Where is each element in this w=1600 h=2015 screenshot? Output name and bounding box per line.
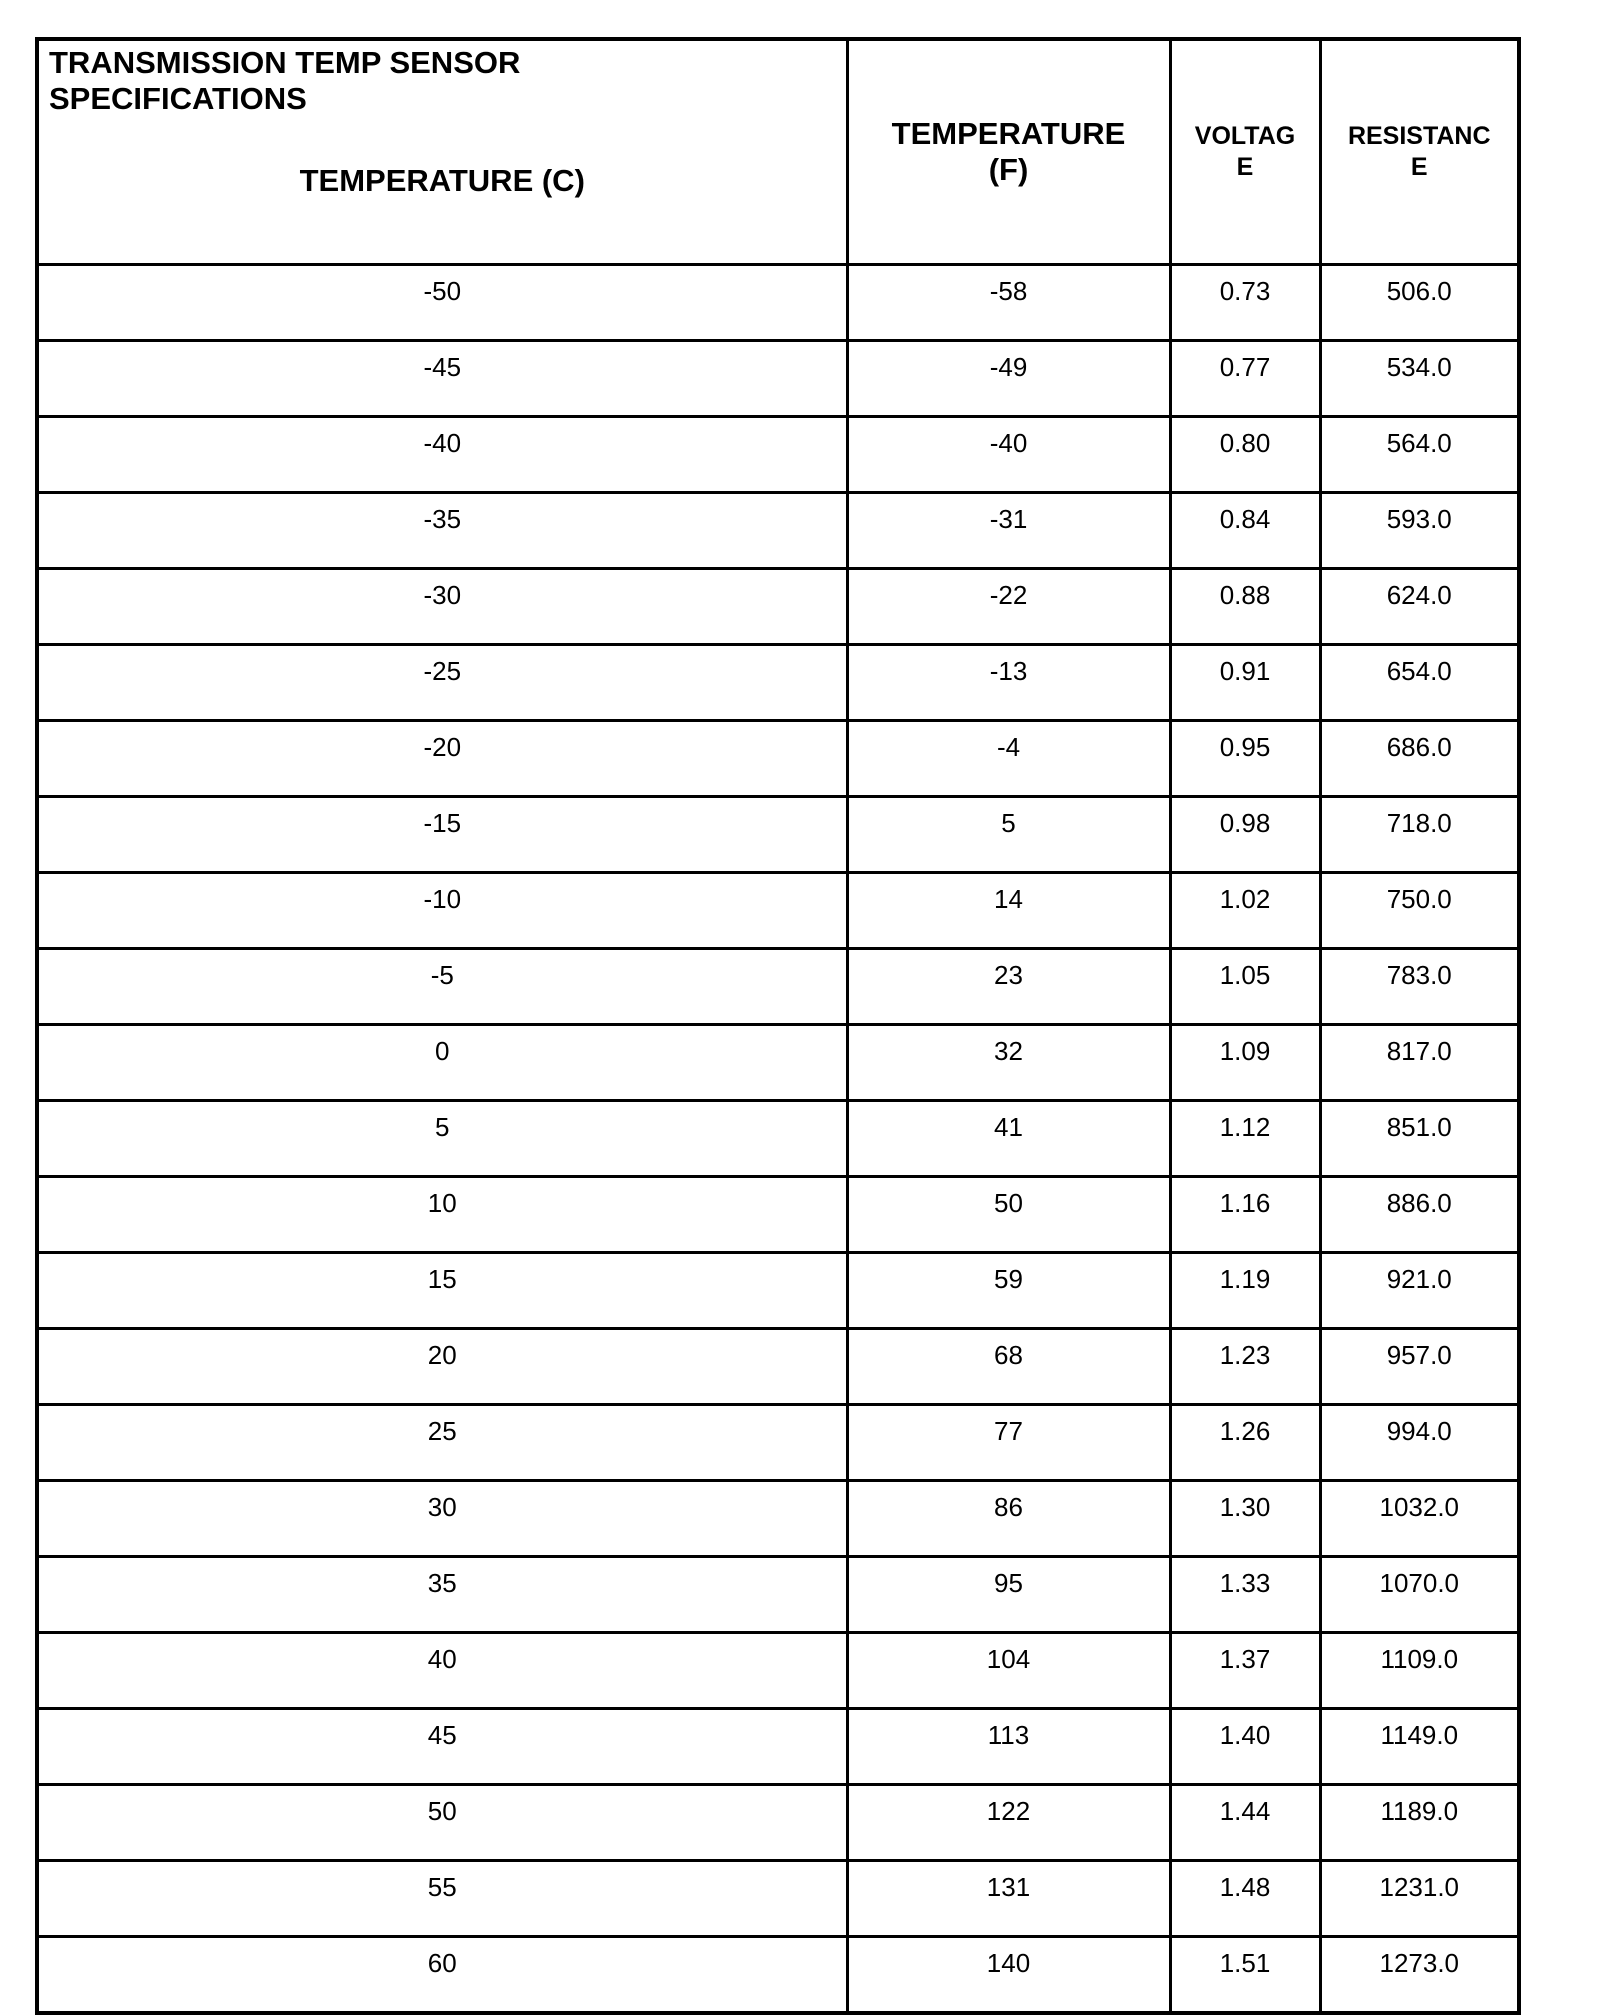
cell-fahrenheit: 50 bbox=[847, 1177, 1170, 1253]
header-fahrenheit bbox=[847, 39, 1170, 265]
header-voltage-line-1: VOLTAG bbox=[1194, 122, 1296, 150]
cell-fahrenheit: 68 bbox=[847, 1329, 1170, 1405]
cell-resistance: 686.0 bbox=[1320, 721, 1519, 797]
cell-celsius: -40 bbox=[37, 417, 847, 493]
cell-fahrenheit: -4 bbox=[847, 721, 1170, 797]
cell-fahrenheit: 140 bbox=[847, 1937, 1170, 2014]
cell-resistance: 994.0 bbox=[1320, 1405, 1519, 1481]
cell-fahrenheit: -49 bbox=[847, 341, 1170, 417]
header-celsius-cell bbox=[37, 39, 847, 265]
table-row bbox=[37, 265, 1519, 341]
cell-celsius: 30 bbox=[37, 1481, 847, 1557]
cell-voltage: 1.09 bbox=[1170, 1025, 1320, 1101]
cell-celsius: 10 bbox=[37, 1177, 847, 1253]
cell-fahrenheit: 32 bbox=[847, 1025, 1170, 1101]
cell-fahrenheit: -22 bbox=[847, 569, 1170, 645]
cell-resistance: 957.0 bbox=[1320, 1329, 1519, 1405]
table-row bbox=[37, 1253, 1519, 1329]
cell-celsius: 55 bbox=[37, 1861, 847, 1937]
table-row bbox=[37, 1329, 1519, 1405]
cell-resistance: 534.0 bbox=[1320, 341, 1519, 417]
table-row bbox=[37, 1633, 1519, 1709]
table-body bbox=[37, 265, 1519, 2014]
cell-resistance: 1109.0 bbox=[1320, 1633, 1519, 1709]
cell-voltage: 1.05 bbox=[1170, 949, 1320, 1025]
header-celsius: TEMPERATURE (C) bbox=[299, 163, 585, 198]
cell-voltage: 0.80 bbox=[1170, 417, 1320, 493]
header-fahrenheit-line-2: (F) bbox=[988, 152, 1029, 187]
cell-fahrenheit: 131 bbox=[847, 1861, 1170, 1937]
cell-celsius: -35 bbox=[37, 493, 847, 569]
cell-fahrenheit: 122 bbox=[847, 1785, 1170, 1861]
cell-voltage: 0.91 bbox=[1170, 645, 1320, 721]
spec-table bbox=[35, 37, 1521, 2015]
cell-voltage: 1.19 bbox=[1170, 1253, 1320, 1329]
cell-resistance: 564.0 bbox=[1320, 417, 1519, 493]
cell-celsius: -15 bbox=[37, 797, 847, 873]
cell-voltage: 1.33 bbox=[1170, 1557, 1320, 1633]
header-resistance-line-2: E bbox=[1410, 153, 1428, 181]
cell-voltage: 1.12 bbox=[1170, 1101, 1320, 1177]
cell-resistance: 506.0 bbox=[1320, 265, 1519, 341]
table-title-line-1: TRANSMISSION TEMP SENSOR bbox=[49, 45, 521, 80]
cell-voltage: 0.77 bbox=[1170, 341, 1320, 417]
cell-resistance: 718.0 bbox=[1320, 797, 1519, 873]
table-title-line-2: SPECIFICATIONS bbox=[49, 81, 307, 116]
cell-voltage: 1.16 bbox=[1170, 1177, 1320, 1253]
cell-resistance: 1070.0 bbox=[1320, 1557, 1519, 1633]
cell-resistance: 654.0 bbox=[1320, 645, 1519, 721]
cell-celsius: 60 bbox=[37, 1937, 847, 2014]
table-row bbox=[37, 1557, 1519, 1633]
cell-celsius: 20 bbox=[37, 1329, 847, 1405]
cell-celsius: 25 bbox=[37, 1405, 847, 1481]
cell-fahrenheit: 5 bbox=[847, 797, 1170, 873]
cell-resistance: 750.0 bbox=[1320, 873, 1519, 949]
table-row bbox=[37, 493, 1519, 569]
header-resistance-line-1: RESISTANC bbox=[1347, 122, 1491, 150]
header-fahrenheit-line-1: TEMPERATURE bbox=[891, 116, 1126, 151]
cell-celsius: 35 bbox=[37, 1557, 847, 1633]
cell-voltage: 0.73 bbox=[1170, 265, 1320, 341]
cell-voltage: 1.26 bbox=[1170, 1405, 1320, 1481]
header-resistance bbox=[1320, 39, 1519, 265]
cell-voltage: 0.84 bbox=[1170, 493, 1320, 569]
cell-resistance: 817.0 bbox=[1320, 1025, 1519, 1101]
table-row bbox=[37, 1861, 1519, 1937]
cell-fahrenheit: 77 bbox=[847, 1405, 1170, 1481]
cell-resistance: 1273.0 bbox=[1320, 1937, 1519, 2014]
cell-voltage: 1.48 bbox=[1170, 1861, 1320, 1937]
table-row bbox=[37, 873, 1519, 949]
table-title bbox=[49, 45, 520, 117]
table-row bbox=[37, 797, 1519, 873]
cell-resistance: 886.0 bbox=[1320, 1177, 1519, 1253]
cell-resistance: 1189.0 bbox=[1320, 1785, 1519, 1861]
cell-resistance: 1149.0 bbox=[1320, 1709, 1519, 1785]
cell-voltage: 1.44 bbox=[1170, 1785, 1320, 1861]
cell-celsius: -5 bbox=[37, 949, 847, 1025]
table-row bbox=[37, 417, 1519, 493]
cell-voltage: 1.30 bbox=[1170, 1481, 1320, 1557]
cell-celsius: -25 bbox=[37, 645, 847, 721]
cell-fahrenheit: -40 bbox=[847, 417, 1170, 493]
cell-resistance: 921.0 bbox=[1320, 1253, 1519, 1329]
cell-voltage: 1.23 bbox=[1170, 1329, 1320, 1405]
table-row bbox=[37, 1481, 1519, 1557]
cell-voltage: 1.51 bbox=[1170, 1937, 1320, 2014]
header-voltage-line-2: E bbox=[1236, 153, 1254, 181]
table-row bbox=[37, 569, 1519, 645]
cell-celsius: 5 bbox=[37, 1101, 847, 1177]
table-header bbox=[37, 39, 1519, 265]
cell-celsius: -45 bbox=[37, 341, 847, 417]
cell-voltage: 1.40 bbox=[1170, 1709, 1320, 1785]
cell-resistance: 1231.0 bbox=[1320, 1861, 1519, 1937]
cell-fahrenheit: -13 bbox=[847, 645, 1170, 721]
header-row bbox=[37, 39, 1519, 265]
table-row bbox=[37, 1177, 1519, 1253]
cell-celsius: 40 bbox=[37, 1633, 847, 1709]
table-row bbox=[37, 1405, 1519, 1481]
cell-voltage: 0.98 bbox=[1170, 797, 1320, 873]
table-row bbox=[37, 341, 1519, 417]
cell-celsius: 15 bbox=[37, 1253, 847, 1329]
table-row bbox=[37, 1785, 1519, 1861]
cell-fahrenheit: 104 bbox=[847, 1633, 1170, 1709]
table-row bbox=[37, 1101, 1519, 1177]
cell-resistance: 593.0 bbox=[1320, 493, 1519, 569]
table-row bbox=[37, 1025, 1519, 1101]
table-row bbox=[37, 645, 1519, 721]
cell-voltage: 1.02 bbox=[1170, 873, 1320, 949]
cell-resistance: 624.0 bbox=[1320, 569, 1519, 645]
cell-celsius: -20 bbox=[37, 721, 847, 797]
cell-fahrenheit: 14 bbox=[847, 873, 1170, 949]
cell-fahrenheit: 23 bbox=[847, 949, 1170, 1025]
cell-fahrenheit: 86 bbox=[847, 1481, 1170, 1557]
cell-fahrenheit: -31 bbox=[847, 493, 1170, 569]
cell-resistance: 1032.0 bbox=[1320, 1481, 1519, 1557]
cell-celsius: 0 bbox=[37, 1025, 847, 1101]
cell-fahrenheit: 113 bbox=[847, 1709, 1170, 1785]
cell-voltage: 0.95 bbox=[1170, 721, 1320, 797]
table-row bbox=[37, 1937, 1519, 2014]
cell-fahrenheit: 59 bbox=[847, 1253, 1170, 1329]
cell-celsius: -10 bbox=[37, 873, 847, 949]
table-row bbox=[37, 1709, 1519, 1785]
table-row bbox=[37, 949, 1519, 1025]
cell-celsius: -30 bbox=[37, 569, 847, 645]
table-row bbox=[37, 721, 1519, 797]
cell-voltage: 0.88 bbox=[1170, 569, 1320, 645]
cell-celsius: 50 bbox=[37, 1785, 847, 1861]
cell-celsius: 45 bbox=[37, 1709, 847, 1785]
cell-fahrenheit: 41 bbox=[847, 1101, 1170, 1177]
cell-celsius: -50 bbox=[37, 265, 847, 341]
header-voltage bbox=[1170, 39, 1320, 265]
cell-voltage: 1.37 bbox=[1170, 1633, 1320, 1709]
cell-resistance: 783.0 bbox=[1320, 949, 1519, 1025]
cell-resistance: 851.0 bbox=[1320, 1101, 1519, 1177]
cell-fahrenheit: -58 bbox=[847, 265, 1170, 341]
cell-fahrenheit: 95 bbox=[847, 1557, 1170, 1633]
